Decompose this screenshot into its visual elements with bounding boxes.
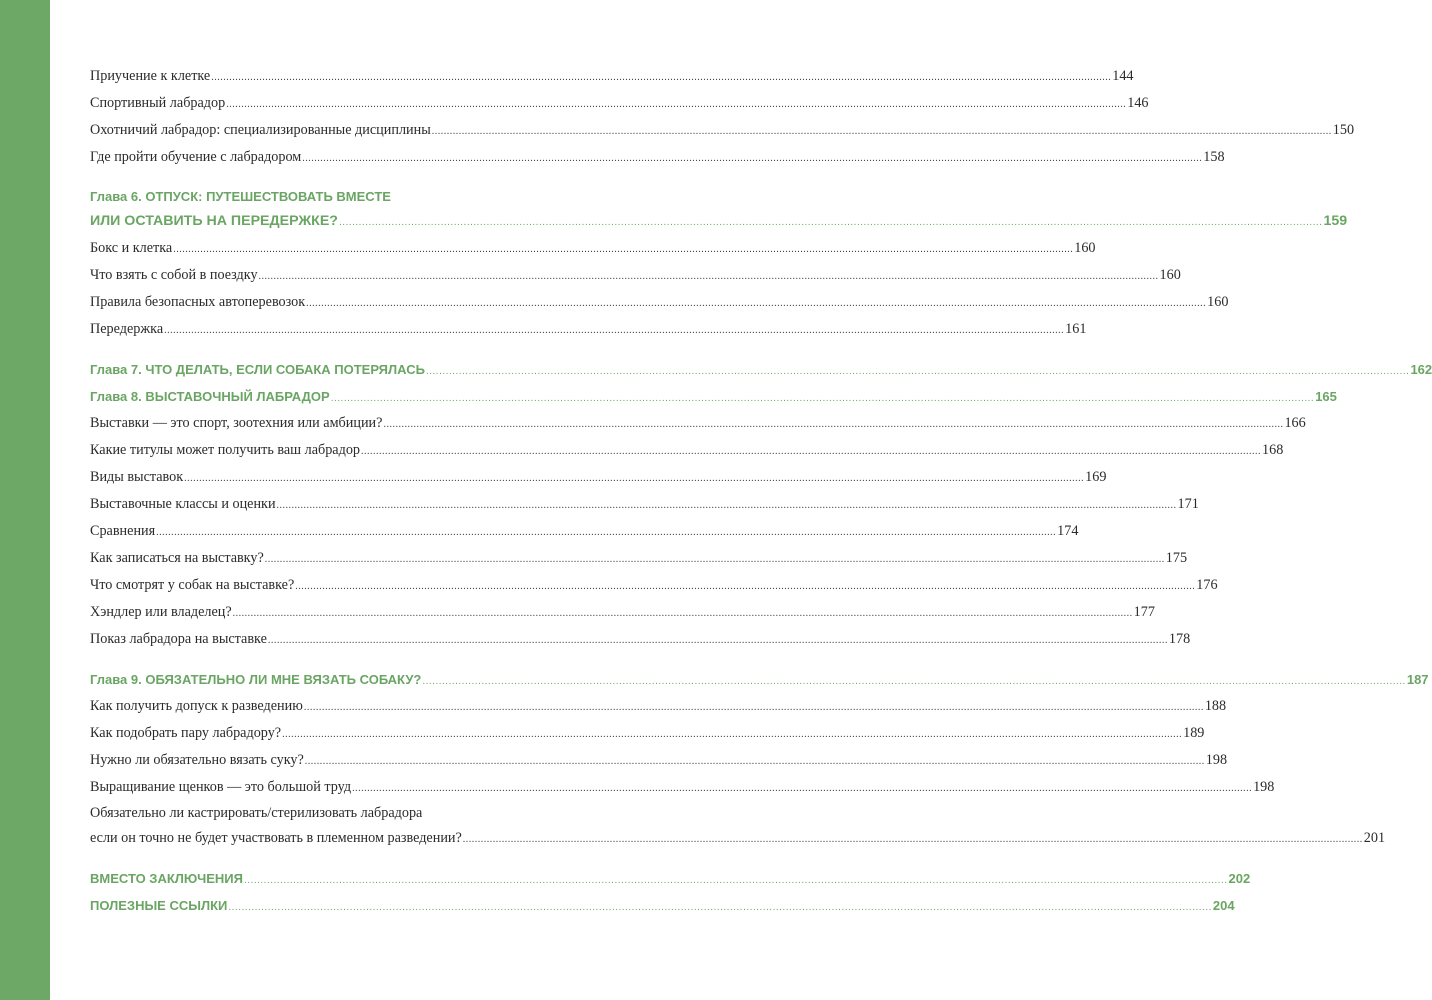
chapter-6-heading[interactable] [90, 185, 1348, 235]
entry-page: 169 [1085, 469, 1107, 485]
dot-leader: ............................................................................................................................................................................................................................................................................................................ [306, 298, 1207, 309]
dot-leader: ............................................................................................................................................................................................................................................................................................................ [232, 608, 1133, 619]
toc-entry[interactable] [90, 410, 1306, 437]
toc-entry[interactable] [90, 774, 1275, 801]
toc-entry[interactable] [90, 464, 1107, 491]
toc-entry[interactable] [90, 63, 1134, 90]
dot-leader: ............................................................................................................................................................................................................................................................................................................ [425, 366, 1410, 377]
chapter-title: Глава 8. ВЫСТАВОЧНЫЙ ЛАБРАДОР [90, 389, 330, 404]
entry-title: Показ лабрадора на выставке [90, 631, 267, 647]
entry-page: 161 [1065, 321, 1087, 337]
toc-entry[interactable] [90, 545, 1188, 572]
dot-leader: ............................................................................................................................................................................................................................................................................................................ [211, 72, 1112, 83]
entry-title: Что взять с собой в поездку [90, 267, 258, 283]
entry-title: Где пройти обучение с лабрадором [90, 149, 302, 165]
toc-entry[interactable] [90, 235, 1096, 262]
dot-leader: ............................................................................................................................................................................................................................................................................................................ [173, 244, 1074, 255]
dot-leader: ............................................................................................................................................................................................................................................................................................................ [422, 676, 1406, 687]
dot-leader: ............................................................................................................................................................................................................................................................................................................ [383, 419, 1284, 430]
toc-entry[interactable] [90, 747, 1228, 774]
chapter-page: 162 [1410, 362, 1432, 377]
entry-page: 160 [1159, 267, 1181, 283]
entry-page: 177 [1133, 604, 1155, 620]
entry-title: Сравнения [90, 523, 156, 539]
conclusion-heading[interactable] [90, 865, 1251, 892]
entry-page: 171 [1177, 496, 1199, 512]
entry-page: 158 [1203, 149, 1225, 165]
entry-page: 150 [1332, 122, 1355, 138]
dot-leader: ............................................................................................................................................................................................................................................................................................................ [462, 834, 1363, 845]
dot-leader: ............................................................................................................................................................................................................................................................................................................ [330, 393, 1315, 404]
entry-title: Спортивный лабрадор [90, 95, 226, 111]
entry-title: Передержка [90, 321, 164, 337]
dot-leader: ............................................................................................................................................................................................................................................................................................................ [267, 635, 1168, 646]
entry-title-line1: Обязательно ли кастрировать/стерилизовать лабрадора [90, 805, 423, 821]
chapter-9-heading[interactable] [90, 666, 1429, 693]
dot-leader: ............................................................................................................................................................................................................................................................................................................ [352, 783, 1253, 794]
toc-entry[interactable] [90, 720, 1205, 747]
chapter-page: 187 [1406, 672, 1429, 687]
entry-title: Хэндлер или владелец? [90, 604, 232, 620]
toc-entry[interactable] [90, 693, 1227, 720]
useful-links-heading[interactable] [90, 892, 1235, 919]
entry-page: 189 [1183, 725, 1205, 741]
entry-title: Как подобрать пару лабрадору? [90, 725, 282, 741]
entry-page: 174 [1057, 523, 1079, 539]
dot-leader: ............................................................................................................................................................................................................................................................................................................ [244, 875, 1228, 886]
chapter-title: Глава 9. ОБЯЗАТЕЛЬНО ЛИ МНЕ ВЯЗАТЬ СОБАКУ? [90, 672, 422, 687]
entry-page: 201 [1363, 830, 1386, 846]
toc-entry-multiline[interactable] [90, 801, 1386, 852]
entry-page: 146 [1127, 95, 1149, 111]
dot-leader: ............................................................................................................................................................................................................................................................................................................ [431, 126, 1332, 137]
table-of-contents [90, 63, 1432, 919]
entry-title-line2: если он точно не будет участвовать в племенном разведении? [90, 830, 462, 846]
entry-page: 160 [1207, 294, 1229, 310]
toc-entry[interactable] [90, 626, 1191, 653]
chapter-title-line1: Глава 6. ОТПУСК: ПУТЕШЕСТВОВАТЬ ВМЕСТЕ [90, 189, 391, 204]
entry-page: 176 [1196, 577, 1218, 593]
chapter-title-line2: ИЛИ ОСТАВИТЬ НА ПЕРЕДЕРЖКЕ? [90, 213, 338, 229]
chapter-page: 204 [1212, 898, 1235, 913]
dot-leader: ............................................................................................................................................................................................................................................................................................................ [338, 217, 1323, 228]
toc-entry[interactable] [90, 90, 1149, 117]
entry-page: 168 [1262, 442, 1284, 458]
dot-leader: ............................................................................................................................................................................................................................................................................................................ [303, 702, 1204, 713]
toc-entry[interactable] [90, 144, 1225, 171]
entry-page: 166 [1284, 415, 1306, 431]
entry-title: Что смотрят у собак на выставке? [90, 577, 295, 593]
toc-entry[interactable] [90, 518, 1079, 545]
dot-leader: ............................................................................................................................................................................................................................................................................................................ [226, 99, 1127, 110]
entry-page: 198 [1205, 752, 1228, 768]
green-side-bar [0, 0, 50, 1000]
dot-leader: ............................................................................................................................................................................................................................................................................................................ [228, 902, 1212, 913]
chapter-title: ПОЛЕЗНЫЕ ССЫЛКИ [90, 898, 228, 913]
entry-page: 144 [1112, 68, 1134, 84]
entry-title: Бокс и клетка [90, 240, 173, 256]
entry-title: Нужно ли обязательно вязать суку? [90, 752, 304, 768]
chapter-title: Глава 7. ЧТО ДЕЛАТЬ, ЕСЛИ СОБАКА ПОТЕРЯЛАСЬ [90, 362, 425, 377]
dot-leader: ............................................................................................................................................................................................................................................................................................................ [282, 729, 1183, 740]
entry-title: Выставки — это спорт, зоотехния или амбиции? [90, 415, 383, 431]
dot-leader: ............................................................................................................................................................................................................................................................................................................ [276, 500, 1177, 511]
dot-leader: ............................................................................................................................................................................................................................................................................................................ [264, 554, 1165, 565]
chapter-title: ВМЕСТО ЗАКЛЮЧЕНИЯ [90, 871, 243, 886]
entry-title: Приучение к клетке [90, 68, 211, 84]
chapter-page: 202 [1228, 871, 1251, 886]
dot-leader: ............................................................................................................................................................................................................................................................................................................ [302, 153, 1203, 164]
dot-leader: ............................................................................................................................................................................................................................................................................................................ [184, 473, 1085, 484]
entry-page: 198 [1253, 779, 1275, 795]
entry-title: Выращивание щенков — это большой труд [90, 779, 352, 795]
dot-leader: ............................................................................................................................................................................................................................................................................................................ [258, 271, 1159, 282]
entry-page: 160 [1074, 240, 1096, 256]
dot-leader: ............................................................................................................................................................................................................................................................................................................ [156, 527, 1057, 538]
entry-title: Выставочные классы и оценки [90, 496, 276, 512]
chapter-page: 165 [1315, 389, 1337, 404]
entry-title: Охотничий лабрадор: специализированные дисциплины [90, 122, 431, 138]
dot-leader: ............................................................................................................................................................................................................................................................................................................ [164, 325, 1065, 336]
toc-entry[interactable] [90, 289, 1229, 316]
entry-page: 175 [1165, 550, 1188, 566]
dot-leader: ............................................................................................................................................................................................................................................................................................................ [295, 581, 1196, 592]
entry-title: Какие титулы может получить ваш лабрадор [90, 442, 361, 458]
dot-leader: ............................................................................................................................................................................................................................................................................................................ [304, 756, 1205, 767]
entry-title: Как записаться на выставку? [90, 550, 264, 566]
toc-entry[interactable] [90, 117, 1355, 144]
toc-entry[interactable] [90, 491, 1199, 518]
toc-entry[interactable] [90, 437, 1284, 464]
entry-page: 188 [1204, 698, 1227, 714]
entry-title: Как получить допуск к разведению [90, 698, 303, 714]
chapter-page: 159 [1323, 213, 1348, 229]
dot-leader: ............................................................................................................................................................................................................................................................................................................ [361, 446, 1262, 457]
toc-entry[interactable] [90, 599, 1155, 626]
toc-entry[interactable] [90, 572, 1218, 599]
entry-title: Виды выставок [90, 469, 184, 485]
chapter-8-heading[interactable] [90, 383, 1337, 410]
entry-page: 178 [1168, 631, 1191, 647]
toc-entry[interactable] [90, 262, 1181, 289]
chapter-7-heading[interactable] [90, 356, 1432, 383]
entry-title: Правила безопасных автоперевозок [90, 294, 306, 310]
toc-entry[interactable] [90, 316, 1087, 343]
